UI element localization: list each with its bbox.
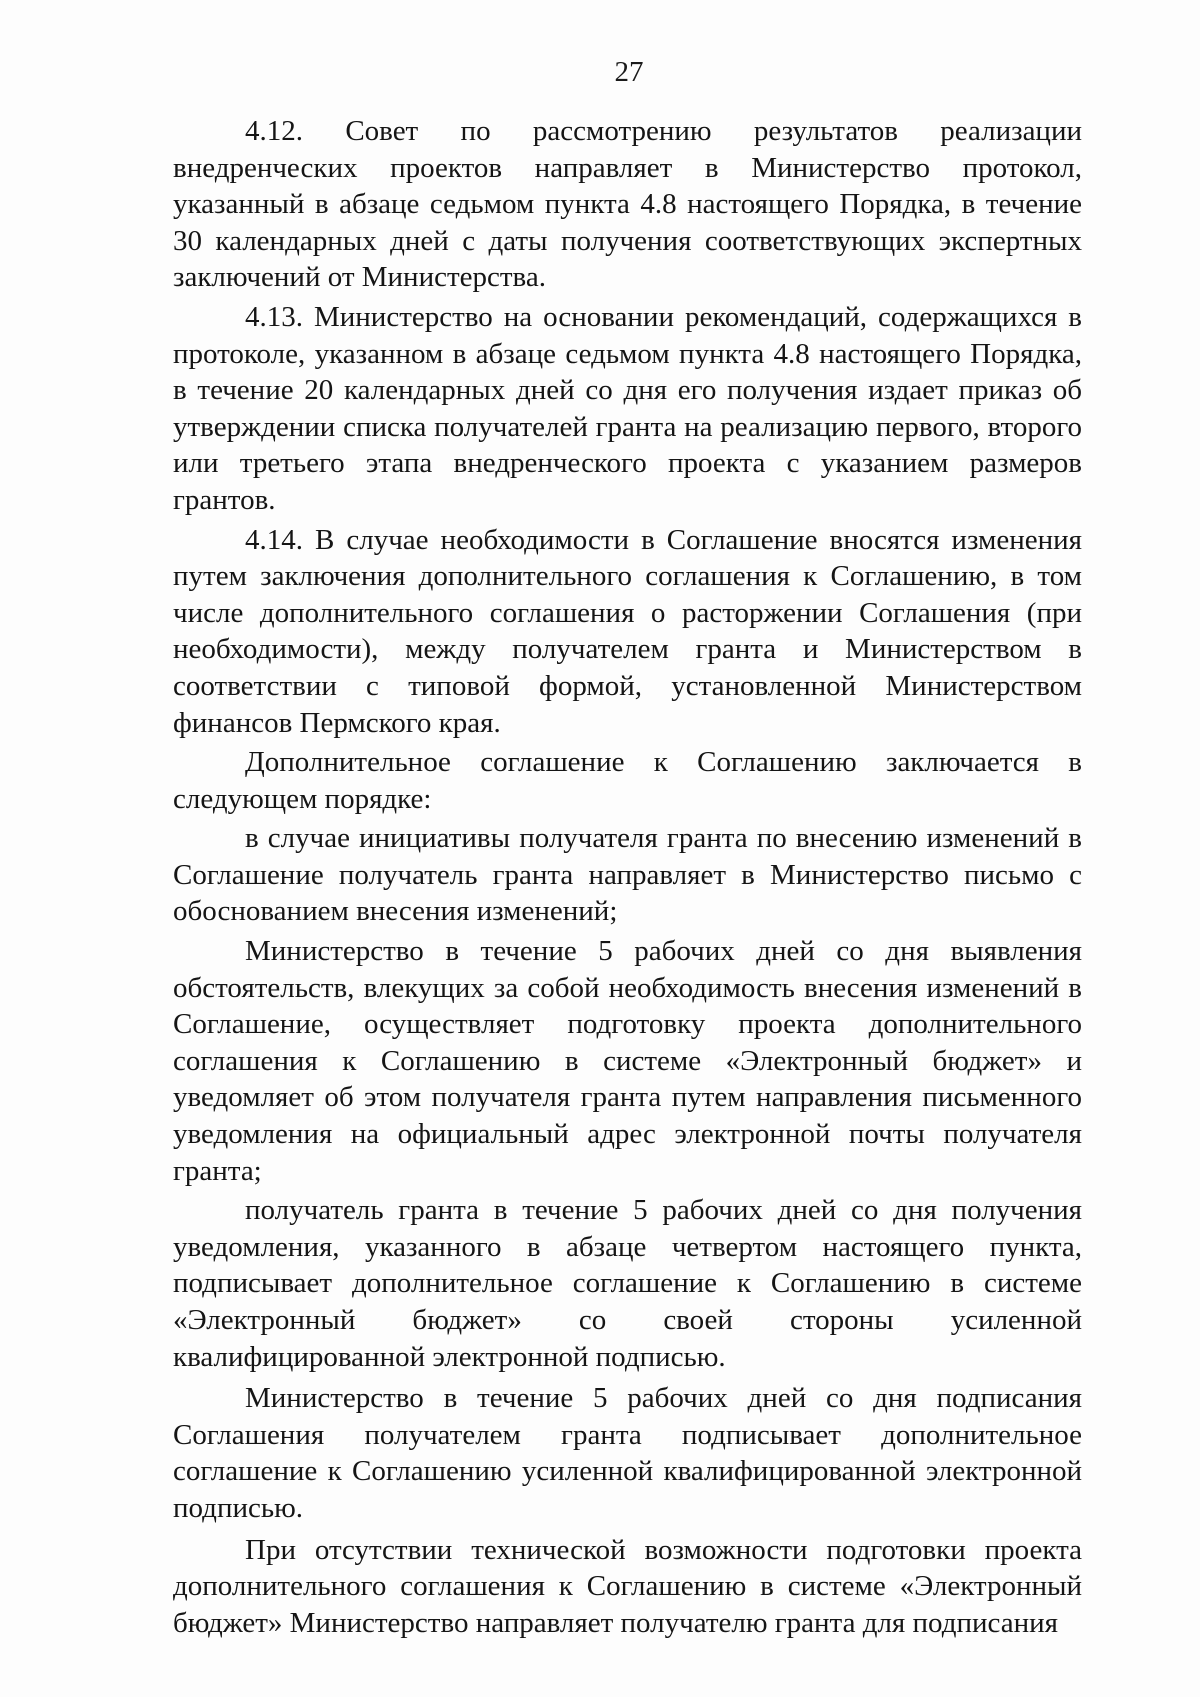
paragraph-4-13: 4.13. Министерство на основании рекомендаций, содержащихся в протоколе, указанном в абзаце седьмом пункта 4.8 настоящего Порядка, в течение 20 календарных дней со дня его получения издает приказ об утверждении списка получателей гранта на реализацию первого, второго или третьего этапа внедренческого проекта с указанием размеров грантов. <box>173 300 1082 516</box>
paragraph-4-14: 4.14. В случае необходимости в Соглашение вносятся изменения путем заключения дополнительного соглашения к Соглашению, в том числе дополнительного соглашения о расторжении Соглашения (при необходимости), между получателем гранта и Министерством в соответствии с типовой формой, установленной Министерством финансов Пермского края. <box>173 523 1082 739</box>
paragraph-4-12: 4.12. Совет по рассмотрению результатов реализации внедренческих проектов направляет в Министерство протокол, указанный в абзаце седьмом пункта 4.8 настоящего Порядка, в течение 30 календарных дней с даты получения соответствующих экспертных заключений от Министерства. <box>173 115 1082 294</box>
document-body <box>173 113 1082 1641</box>
paragraph-recipient-initiative: в случае инициативы получателя гранта по внесению изменений в Соглашение получатель гранта направляет в Министерство письмо с обоснованием внесения изменений; <box>173 822 1082 928</box>
paragraph-no-technical-possibility: При отсутствии технической возможности подготовки проекта дополнительного соглашения к Соглашению в системе «Электронный бюджет» Министерство направляет получателю гранта для подписания <box>173 1533 1082 1639</box>
paragraph-ministry-preparation: Министерство в течение 5 рабочих дней со дня выявления обстоятельств, влекущих за собой необходимость внесения изменений в Соглашение, осуществляет подготовку проекта дополнительного соглашения к Соглашению в системе «Электронный бюджет» и уведомляет об этом получателя гранта путем направления письменного уведомления на официальный адрес электронной почты получателя гранта; <box>173 935 1082 1187</box>
paragraph-recipient-signing: получатель гранта в течение 5 рабочих дней со дня получения уведомления, указанного в абзаце четвертом настоящего пункта, подписывает дополнительное соглашение к Соглашению в системе «Электронный бюджет» со своей стороны усиленной квалифицированной электронной подписью. <box>173 1194 1082 1373</box>
paragraph-ministry-signing: Министерство в течение 5 рабочих дней со дня подписания Соглашения получателем гранта подписывает дополнительное соглашение к Соглашению усиленной квалифицированной электронной подписью. <box>173 1382 1082 1524</box>
paragraph-order-intro: Дополнительное соглашение к Соглашению заключается в следующем порядке: <box>173 746 1082 815</box>
page-number: 27 <box>614 56 644 88</box>
